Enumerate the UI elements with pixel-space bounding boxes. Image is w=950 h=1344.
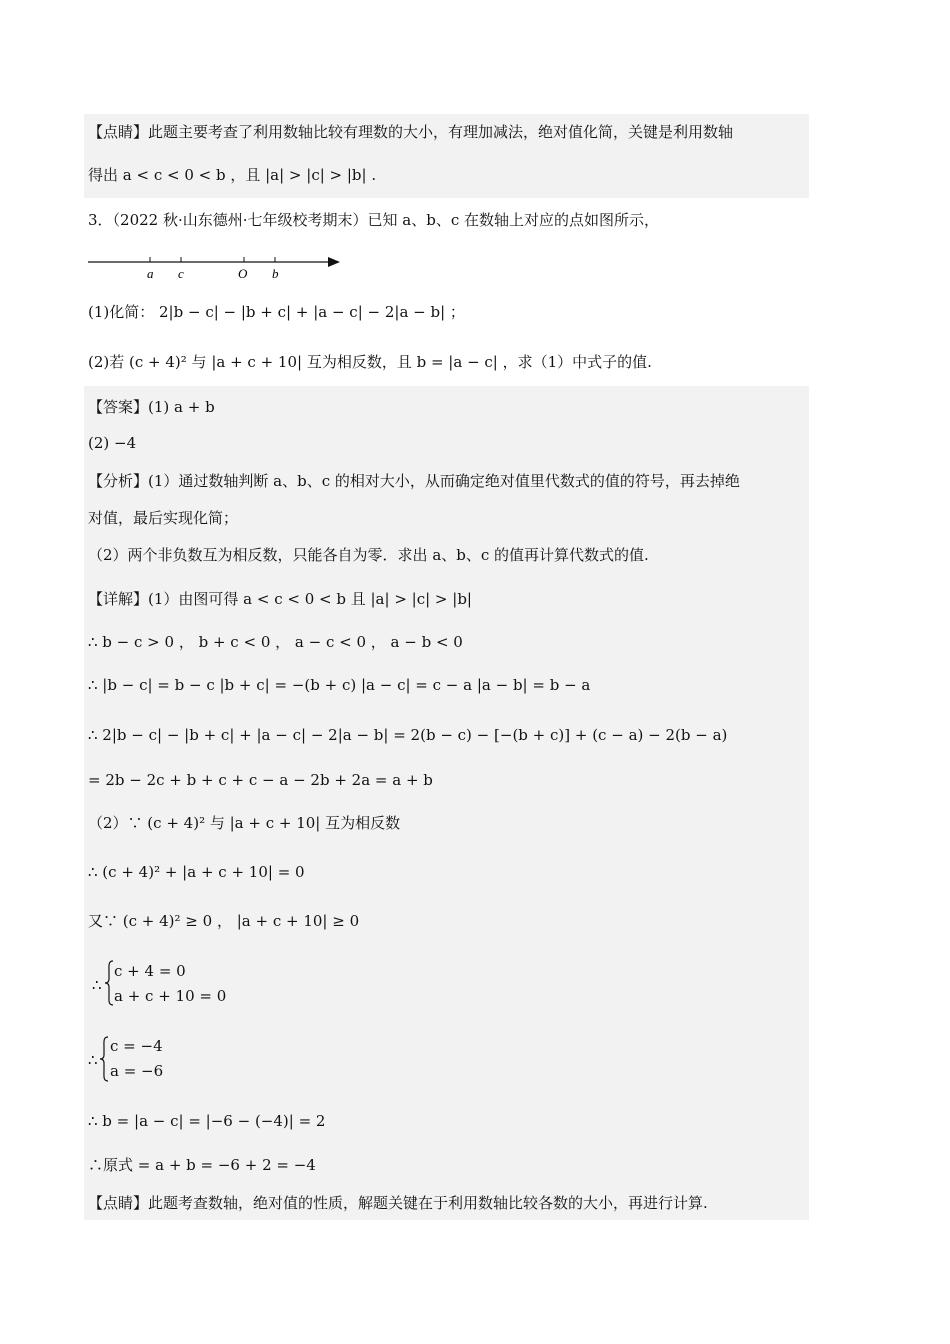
number-line-figure	[88, 250, 348, 284]
detail-line10: ∴原式 = a + b = −6 + 2 = −4	[88, 1156, 316, 1174]
system2-eq1: c = −4	[110, 1037, 163, 1055]
system1-brace	[104, 960, 114, 1006]
answer-line1: 【答案】(1) a + b	[88, 398, 215, 416]
detail-line6: （2）∵ (c + 4)² 与 |a + c + 10| 互为相反数	[88, 814, 401, 832]
answer-line2: (2) −4	[88, 434, 137, 452]
detail-line2: ∴ b − c > 0 ， b + c < 0 ， a − c < 0 ， a − b < 0	[88, 633, 463, 651]
detail-line1: 【详解】(1）由图可得 a < c < 0 < b 且 |a| > |c| > |b|	[88, 590, 472, 608]
system1-eq2: a + c + 10 = 0	[114, 987, 227, 1005]
system1-therefore: ∴	[92, 976, 102, 994]
detail-line9: ∴ b = |a − c| = |−6 − (−4)| = 2	[88, 1112, 326, 1130]
detail-line7: ∴ (c + 4)² + |a + c + 10| = 0	[88, 863, 305, 881]
point-b-label: b	[272, 266, 279, 281]
point-c-label: c	[178, 266, 184, 281]
comment-line: 【点睛】此题考查数轴，绝对值的性质，解题关键在于利用数轴比较各数的大小，再进行计算.	[88, 1194, 708, 1212]
problem-part2: (2)若 (c + 4)² 与 |a + c + 10| 互为相反数，且 b = |a − c| ，求（1）中式子的值.	[88, 353, 652, 371]
detail-line5: = 2b − 2c + b + c + c − a − 2b + 2a = a + b	[88, 771, 433, 789]
system2-eq2: a = −6	[110, 1062, 164, 1080]
analysis-line2: 对值，最后实现化简；	[88, 509, 239, 527]
system1-eq1: c + 4 = 0	[114, 962, 186, 980]
problem-part1: (1)化简： 2|b − c| − |b + c| + |a − c| − 2|a − b| ；	[88, 303, 465, 321]
point-a-label: a	[147, 266, 154, 281]
detail-line8: 又∵ (c + 4)² ≥ 0 ， |a + c + 10| ≥ 0	[88, 912, 360, 930]
prev-comment-line2: 得出 a < c < 0 < b ，且 |a| > |c| > |b| .	[88, 166, 377, 184]
detail-line3: ∴ |b − c| = b − c |b + c| = −(b + c) |a − c| = c − a |a − b| = b − a	[88, 676, 591, 694]
origin-label: O	[238, 266, 248, 281]
detail-line4: ∴ 2|b − c| − |b + c| + |a − c| − 2|a − b| = 2(b − c) − [−(b + c)] + (c − a) − 2(b − a)	[88, 726, 728, 744]
analysis-line3: （2）两个非负数互为相反数，只能各自为零．求出 a、b、c 的值再计算代数式的值.	[88, 546, 649, 564]
system2-brace	[99, 1036, 109, 1082]
prev-comment-line1: 【点睛】此题主要考查了利用数轴比较有理数的大小，有理加减法，绝对值化简，关键是利用数轴	[88, 123, 734, 141]
system2-therefore: ∴	[88, 1051, 98, 1069]
problem-stem: 3．（2022 秋·山东德州·七年级校考期末）已知 a、b、c 在数轴上对应的点如图所示，	[88, 211, 660, 229]
analysis-line1: 【分析】(1）通过数轴判断 a、b、c 的相对大小，从而确定绝对值里代数式的值的符号，再去掉绝	[88, 472, 740, 490]
